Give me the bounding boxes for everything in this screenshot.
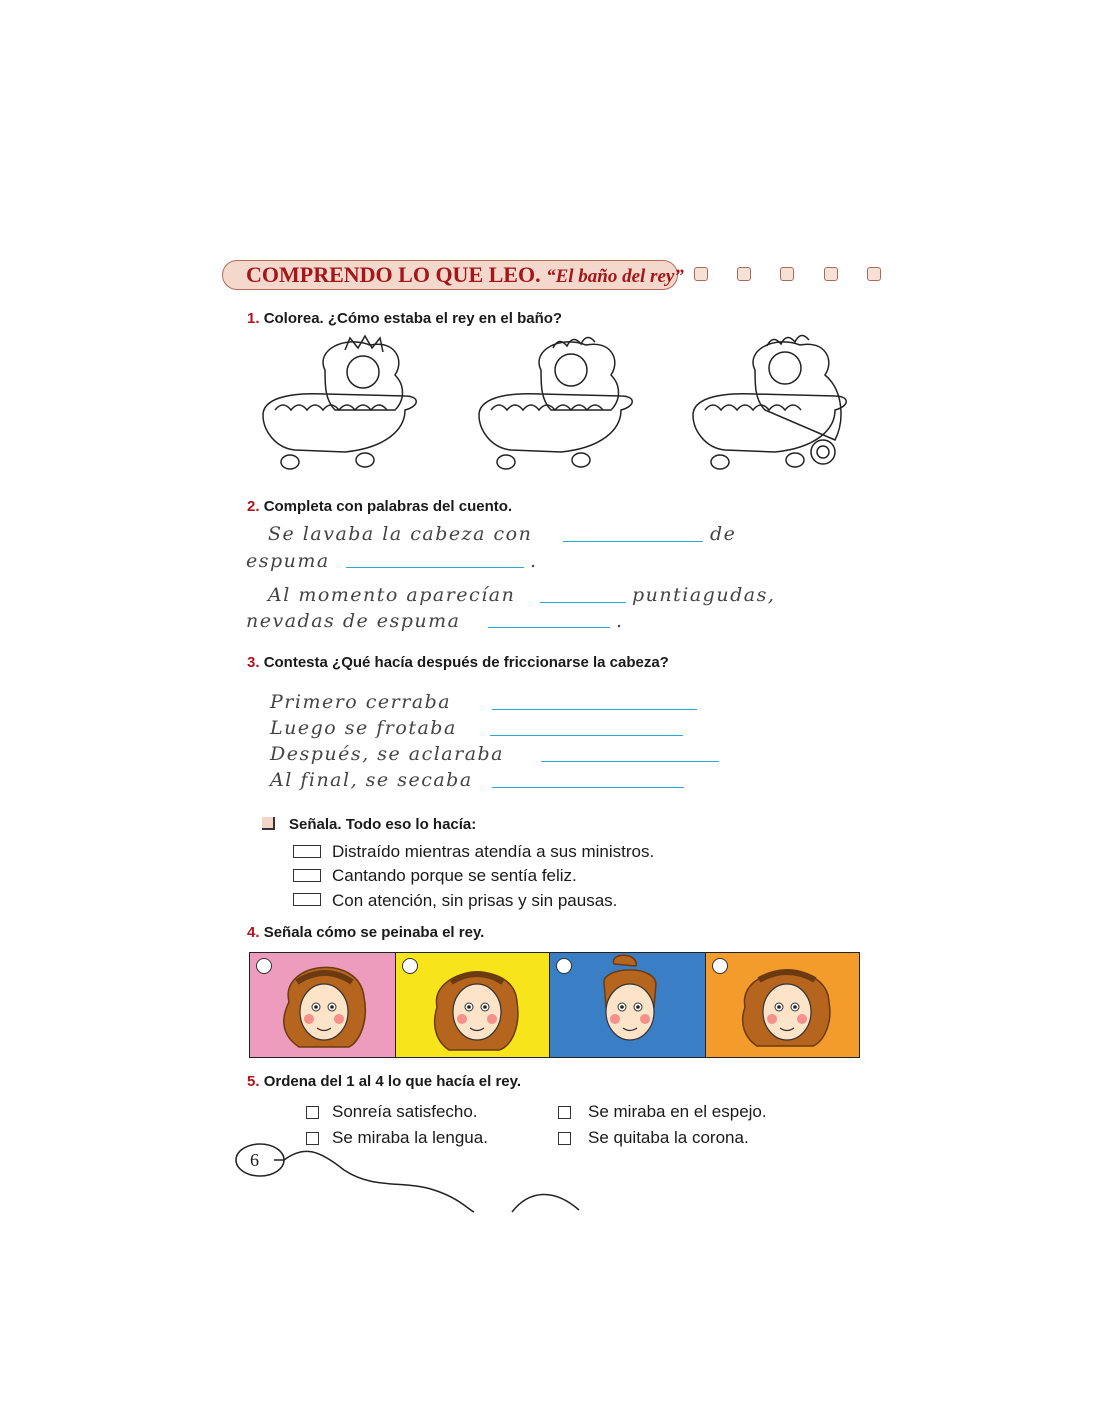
option-checkbox[interactable] xyxy=(293,845,321,858)
section-title-story: “El baño del rey” xyxy=(546,266,684,287)
header-progress-box xyxy=(824,267,838,281)
answer-blank[interactable] xyxy=(563,541,703,542)
cursive-line: . xyxy=(616,610,624,632)
option-label: Con atención, sin prisas y sin pausas. xyxy=(332,891,618,910)
cursive-line: Primero cerraba xyxy=(270,691,452,713)
king-bath-illustration-1 xyxy=(263,336,416,469)
mouse-cord-decoration xyxy=(234,1140,584,1215)
cursive-line: Al final, se secaba xyxy=(270,769,473,791)
question-5: 5. Ordena del 1 al 4 lo que hacía el rey. xyxy=(247,1073,522,1090)
option-label: Cantando porque se sentía feliz. xyxy=(332,866,577,885)
answer-blank[interactable] xyxy=(492,787,684,788)
option-checkbox[interactable] xyxy=(293,869,321,882)
header-progress-box xyxy=(694,267,708,281)
bathtub-illustrations[interactable] xyxy=(255,330,855,480)
answer-blank[interactable] xyxy=(488,627,610,628)
option-label: Distraído mientras atendía a sus ministros. xyxy=(332,842,655,861)
subtask-title: Señala. Todo eso lo hacía: xyxy=(289,816,477,833)
cursive-line: de xyxy=(710,523,737,545)
face-icon xyxy=(435,972,518,1050)
order-item: Se miraba la lengua. xyxy=(332,1128,488,1147)
header-progress-box xyxy=(780,267,794,281)
question-3: 3. Contesta ¿Qué hacía después de friccionarse la cabeza? xyxy=(247,654,669,671)
answer-blank[interactable] xyxy=(490,735,683,736)
king-bath-illustration-2 xyxy=(479,337,632,469)
hairstyle-faces xyxy=(249,952,860,1058)
option-checkbox[interactable] xyxy=(293,893,321,906)
section-title xyxy=(246,262,684,288)
page-number: 6 xyxy=(250,1150,259,1170)
cursive-line: . xyxy=(530,550,538,572)
cursive-line: Después, se aclaraba xyxy=(270,743,505,765)
order-item: Sonreía satisfecho. xyxy=(332,1102,478,1121)
order-item: Se quitaba la corona. xyxy=(588,1128,749,1147)
answer-blank[interactable] xyxy=(541,761,719,762)
question-2: 2. Completa con palabras del cuento. xyxy=(247,498,513,515)
order-checkbox[interactable] xyxy=(306,1106,319,1119)
order-checkbox[interactable] xyxy=(558,1106,571,1119)
cursive-line: espuma xyxy=(246,550,330,572)
king-bath-illustration-3 xyxy=(693,335,846,469)
section-title-main: COMPRENDO LO QUE LEO. xyxy=(246,262,541,287)
cursive-line: Al momento aparecían xyxy=(268,584,516,606)
header-progress-box xyxy=(737,267,751,281)
face-icon xyxy=(743,971,830,1046)
face-icon xyxy=(284,967,366,1047)
question-4: 4. Señala cómo se peinaba el rey. xyxy=(247,924,485,941)
cursive-line: nevadas de espuma xyxy=(246,610,461,632)
question-1: 1. Colorea. ¿Cómo estaba el rey en el baño? xyxy=(247,310,563,327)
cursive-line: puntiagudas, xyxy=(632,584,776,606)
answer-blank[interactable] xyxy=(492,709,697,710)
cursive-line: Se lavaba la cabeza con xyxy=(268,523,533,545)
subtask-icon xyxy=(262,817,275,830)
cursive-line: Luego se frotaba xyxy=(270,717,457,739)
answer-blank[interactable] xyxy=(540,602,626,603)
answer-blank[interactable] xyxy=(346,567,524,568)
header-progress-box xyxy=(867,267,881,281)
face-icon xyxy=(604,955,656,1040)
order-item: Se miraba en el espejo. xyxy=(588,1102,767,1121)
